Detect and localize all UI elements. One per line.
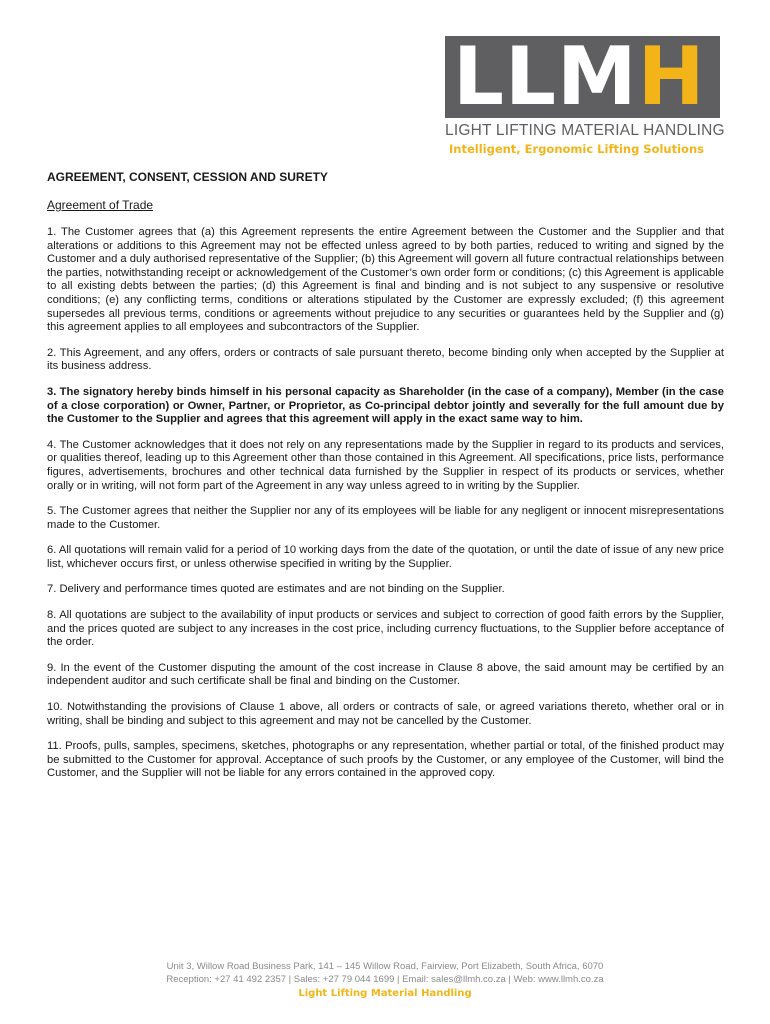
footer-contact: Reception: +27 41 492 2357 | Sales: +27 79 044 1699 | Email: sales@llmh.co.za | Web: www.llmh.co.za — [166, 974, 604, 985]
document-title: AGREEMENT, CONSENT, CESSION AND SURETY — [47, 170, 328, 184]
page-footer — [0, 960, 770, 1000]
clause-3: 3. The signatory hereby binds himself in his personal capacity as Shareholder (in the case of a company), Member (in the case of a close corporation) or Owner, Partner, or Proprietor, as Co-principal debtor jointly and severally for the full amount due by the Customer to the Supplier and agrees that this agreement will apply in the exact same way to him. — [47, 385, 724, 426]
clause-8: 8. All quotations are subject to the availability of input products or services and subject to correction of good faith errors by the Supplier, and the prices quoted are subject to any increases in the cost price, including currency fluctuations, to the Supplier before acceptance of the order. — [47, 609, 724, 649]
clause-9: 9. In the event of the Customer disputing the amount of the cost increase in Clause 8 above, the said amount may be certified by an independent auditor and such certificate shall be final and binding on the Customer. — [47, 661, 724, 688]
logo-subtitle: LIGHT LIFTING MATERIAL HANDLING — [445, 122, 725, 139]
clause-4: 4. The Customer acknowledges that it does not rely on any representations made by the Supplier in regard to its products and services, or qualities thereof, leading up to this Agreement other than those contained in this Agreement. All specifications, price lists, performance figures, advertisements, brochures and other technical data furnished by the Supplier in respect of its products or services, whether orally or in writing, will not form part of the Agreement in any way unless agreed to in writing by the Supplier. — [47, 438, 724, 492]
company-logo — [445, 36, 725, 140]
logo-letter-accent: H — [637, 36, 706, 118]
logo-letters-main: LLM — [453, 36, 638, 118]
clause-6: 6. All quotations will remain valid for a period of 10 working days from the date of the quotation, or until the date of issue of any new price list, whichever occurs first, or unless otherwise specified in writing by the Supplier. — [47, 544, 724, 570]
footer-brand: Light Lifting Material Handling — [298, 988, 472, 999]
logo-mark — [445, 36, 720, 118]
footer-address: Unit 3, Willow Road Business Park, 141 – 145 Willow Road, Fairview, Port Elizabeth, South Africa, 6070 — [166, 961, 604, 972]
document-subtitle: Agreement of Trade — [47, 198, 154, 212]
clause-11: 11. Proofs, pulls, samples, specimens, sketches, photographs or any representation, whether partial or total, of the finished product may be submitted to the Customer for approval. Acceptance of such proofs by the Customer, or any employee of the Customer, will bind the Customer, and the Supplier will not be liable for any errors contained in the approved copy. — [47, 740, 724, 780]
logo-letters — [453, 36, 706, 118]
clause-2: 2. This Agreement, and any offers, orders or contracts of sale pursuant thereto, become binding only when accepted by the Supplier at its business address. — [47, 346, 724, 373]
document-body — [47, 170, 724, 793]
clause-5: 5. The Customer agrees that neither the Supplier nor any of its employees will be liable for any negligent or innocent misrepresentations made to the Customer. — [47, 505, 724, 531]
clause-7: 7. Delivery and performance times quoted are estimates and are not binding on the Supplier. — [47, 583, 505, 596]
clause-1: 1. The Customer agrees that (a) this Agreement represents the entire Agreement between the Customer and the Supplier and that alterations or additions to this Agreement may not be effected unless agreed to by both parties, reduced to writing and signed by the Customer and a duly authorised representative of the Supplier; (b) this Agreement will govern all future contractual relationships between the parties, notwithstanding receipt or acknowledgement of the Customer’s own order form or conditions; (c) this Agreement is applicable to all existing debts between the parties; (d) this Agreement is final and binding and is not subject to any suspensive or resolutive conditions; (e) any conflicting terms, conditions or alterations stipulated by the Customer are expressly excluded; (f) this agreement supersedes all previous terms, conditions or agreements without prejudice to any securities or guarantees held by the Supplier and (g) this agreement applies to all employees and subcontractors of the Supplier. — [47, 226, 724, 334]
tagline: Intelligent, Ergonomic Lifting Solutions — [449, 142, 704, 156]
clause-10: 10. Notwithstanding the provisions of Clause 1 above, all orders or contracts of sale, or agreed variations thereto, whether oral or in writing, shall be binding and subject to this agreement and may not be cancelled by the Customer. — [47, 701, 724, 727]
